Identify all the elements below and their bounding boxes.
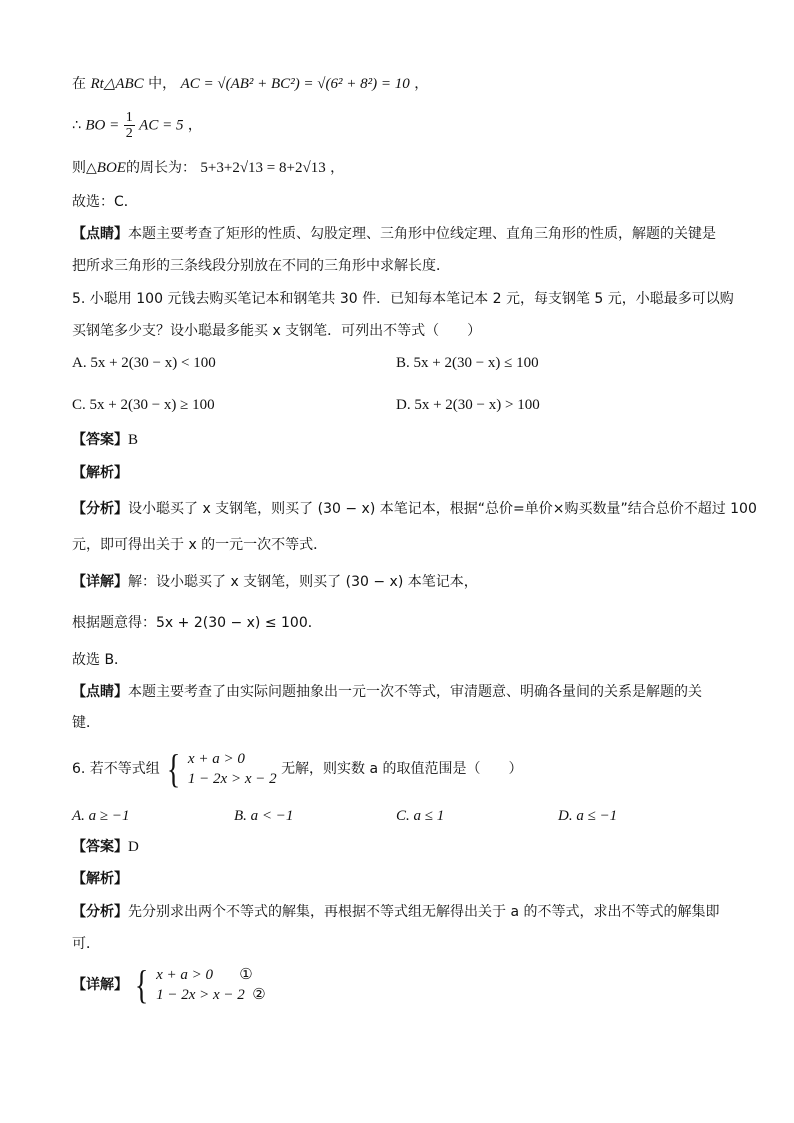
q6-inequality-1: x + a > 0: [187, 751, 245, 767]
q5-analysis-tag: 【解析】: [72, 465, 128, 481]
fraction-numerator: 1: [125, 110, 133, 125]
q6-answer: [72, 837, 139, 857]
q6-xj-row-1: [156, 965, 266, 985]
therefore-symbol: ∴: [72, 117, 81, 134]
text-ze: 则△: [72, 160, 97, 176]
comma: ，: [187, 117, 202, 134]
q5-dianjing-line-1: [72, 682, 702, 702]
perimeter-formula: 5+3+2√13 = 8+2√13: [200, 160, 326, 176]
q5-fenxi-line-2: 元，即可得出关于 x 的一元一次不等式．: [72, 537, 328, 553]
dianjing-tag: 【点睛】: [72, 684, 128, 700]
xiangjie-tag: 【详解】: [72, 977, 128, 993]
comma: ，: [414, 76, 429, 92]
q6-inequality-system: [188, 749, 277, 789]
q5-xiangjie-line-1: [72, 572, 478, 592]
left-brace-icon: {: [135, 962, 149, 1007]
q6-fenxi-line-2: 可．: [72, 936, 100, 952]
line-ac-computation: [72, 74, 428, 94]
q6-option-d: D. a ≤ −1: [558, 808, 618, 824]
q6-stem: [72, 746, 523, 792]
fenxi-text: 设小聪买了 x 支钢笔，则买了 (30 − x) 本笔记本，根据“总价=单价×购买数量”结合总价不超过 100: [128, 501, 757, 517]
circled-one-icon: ①: [239, 967, 253, 983]
q5-option-c: C. 5x + 2(30 − x) ≥ 100: [72, 397, 215, 413]
answer-value: B: [128, 432, 139, 448]
xiangjie-text: 解：设小聪买了 x 支钢笔，则买了 (30 − x) 本笔记本，: [128, 574, 478, 590]
half-fraction: [124, 110, 135, 141]
q6-fenxi-line-1: [72, 902, 719, 922]
q5-answer: [72, 430, 138, 450]
q6-xj-inequality-2: 1 − 2x > x − 2: [156, 987, 245, 1003]
fenxi-text: 先分别求出两个不等式的解集，再根据不等式组无解得出关于 a 的不等式，求出不等式的解集即: [128, 904, 720, 920]
line-bo-computation: [72, 110, 202, 141]
ac-formula: AC = √(AB² + BC²) = √(6² + 8²) = 10: [180, 76, 410, 92]
line-perimeter: [72, 158, 344, 178]
q6-xiangjie-system: [156, 965, 266, 1005]
left-brace-icon: {: [167, 746, 181, 791]
q5-option-d: D. 5x + 2(30 − x) > 100: [396, 397, 540, 413]
triangle-boe: BOE: [96, 160, 126, 176]
q6-xiangjie: [72, 962, 266, 1008]
bo-lhs: BO =: [85, 117, 120, 134]
bo-rhs: AC = 5: [139, 117, 184, 134]
text-perimeter: 的周长为：: [125, 160, 196, 176]
circled-two-icon: ②: [252, 987, 266, 1003]
answer-value: D: [128, 839, 139, 855]
comma: ，: [330, 160, 345, 176]
choose-c: 故选：C．: [72, 194, 138, 210]
dianjing-line-2: 把所求三角形的三条线段分别放在不同的三角形中求解长度．: [72, 258, 450, 274]
text-zai: 在: [72, 76, 86, 92]
fenxi-tag: 【分析】: [72, 904, 128, 920]
answer-tag: 【答案】: [72, 432, 128, 448]
q6-option-a: A. a ≥ −1: [72, 808, 130, 824]
fraction-denominator: 2: [125, 126, 133, 141]
dianjing-text: 本题主要考查了由实际问题抽象出一元一次不等式，审清题意、明确各量间的关系是解题的关: [128, 684, 702, 700]
q5-stem-line-1: 5. 小聪用 100 元钱去购买笔记本和钢笔共 30 件．已知每本笔记本 2 元，每支钢笔 5 元，小聪最多可以购: [72, 291, 734, 307]
text-zhong: 中，: [148, 76, 177, 92]
q5-stem-line-2: 买钢笔多少支？设小聪最多能买 x 支钢笔．可列出不等式（ ）: [72, 323, 482, 339]
answer-tag: 【答案】: [72, 839, 128, 855]
q5-choose: 故选 B．: [72, 652, 129, 668]
triangle-label: Rt△ABC: [90, 76, 144, 92]
q6-xj-row-2: [156, 985, 266, 1005]
fenxi-tag: 【分析】: [72, 501, 128, 517]
q5-fenxi-line-1: [72, 499, 757, 519]
q6-stem-post: 无解，则实数 a 的取值范围是（ ）: [281, 761, 523, 777]
q5-xiangjie-line-2: 根据题意得：5x + 2(30 − x) ≤ 100．: [72, 615, 322, 631]
dianjing-text: 本题主要考查了矩形的性质、勾股定理、三角形中位线定理、直角三角形的性质，解题的关键是: [128, 226, 716, 242]
dianjing-tag: 【点睛】: [72, 226, 128, 242]
q6-stem-pre: 6. 若不等式组: [72, 761, 160, 777]
dianjing-line-1: [72, 224, 716, 244]
q6-inequality-2: 1 − 2x > x − 2: [187, 771, 277, 787]
q6-xj-inequality-1: x + a > 0: [156, 967, 214, 983]
q6-option-b: B. a < −1: [234, 808, 294, 824]
q5-option-a: A. 5x + 2(30 − x) < 100: [72, 355, 216, 371]
q6-option-c: C. a ≤ 1: [396, 808, 445, 824]
q5-dianjing-line-2: 键．: [72, 715, 100, 731]
q5-option-b: B. 5x + 2(30 − x) ≤ 100: [396, 355, 539, 371]
q6-analysis-tag: 【解析】: [72, 871, 128, 887]
xiangjie-tag: 【详解】: [72, 574, 128, 590]
